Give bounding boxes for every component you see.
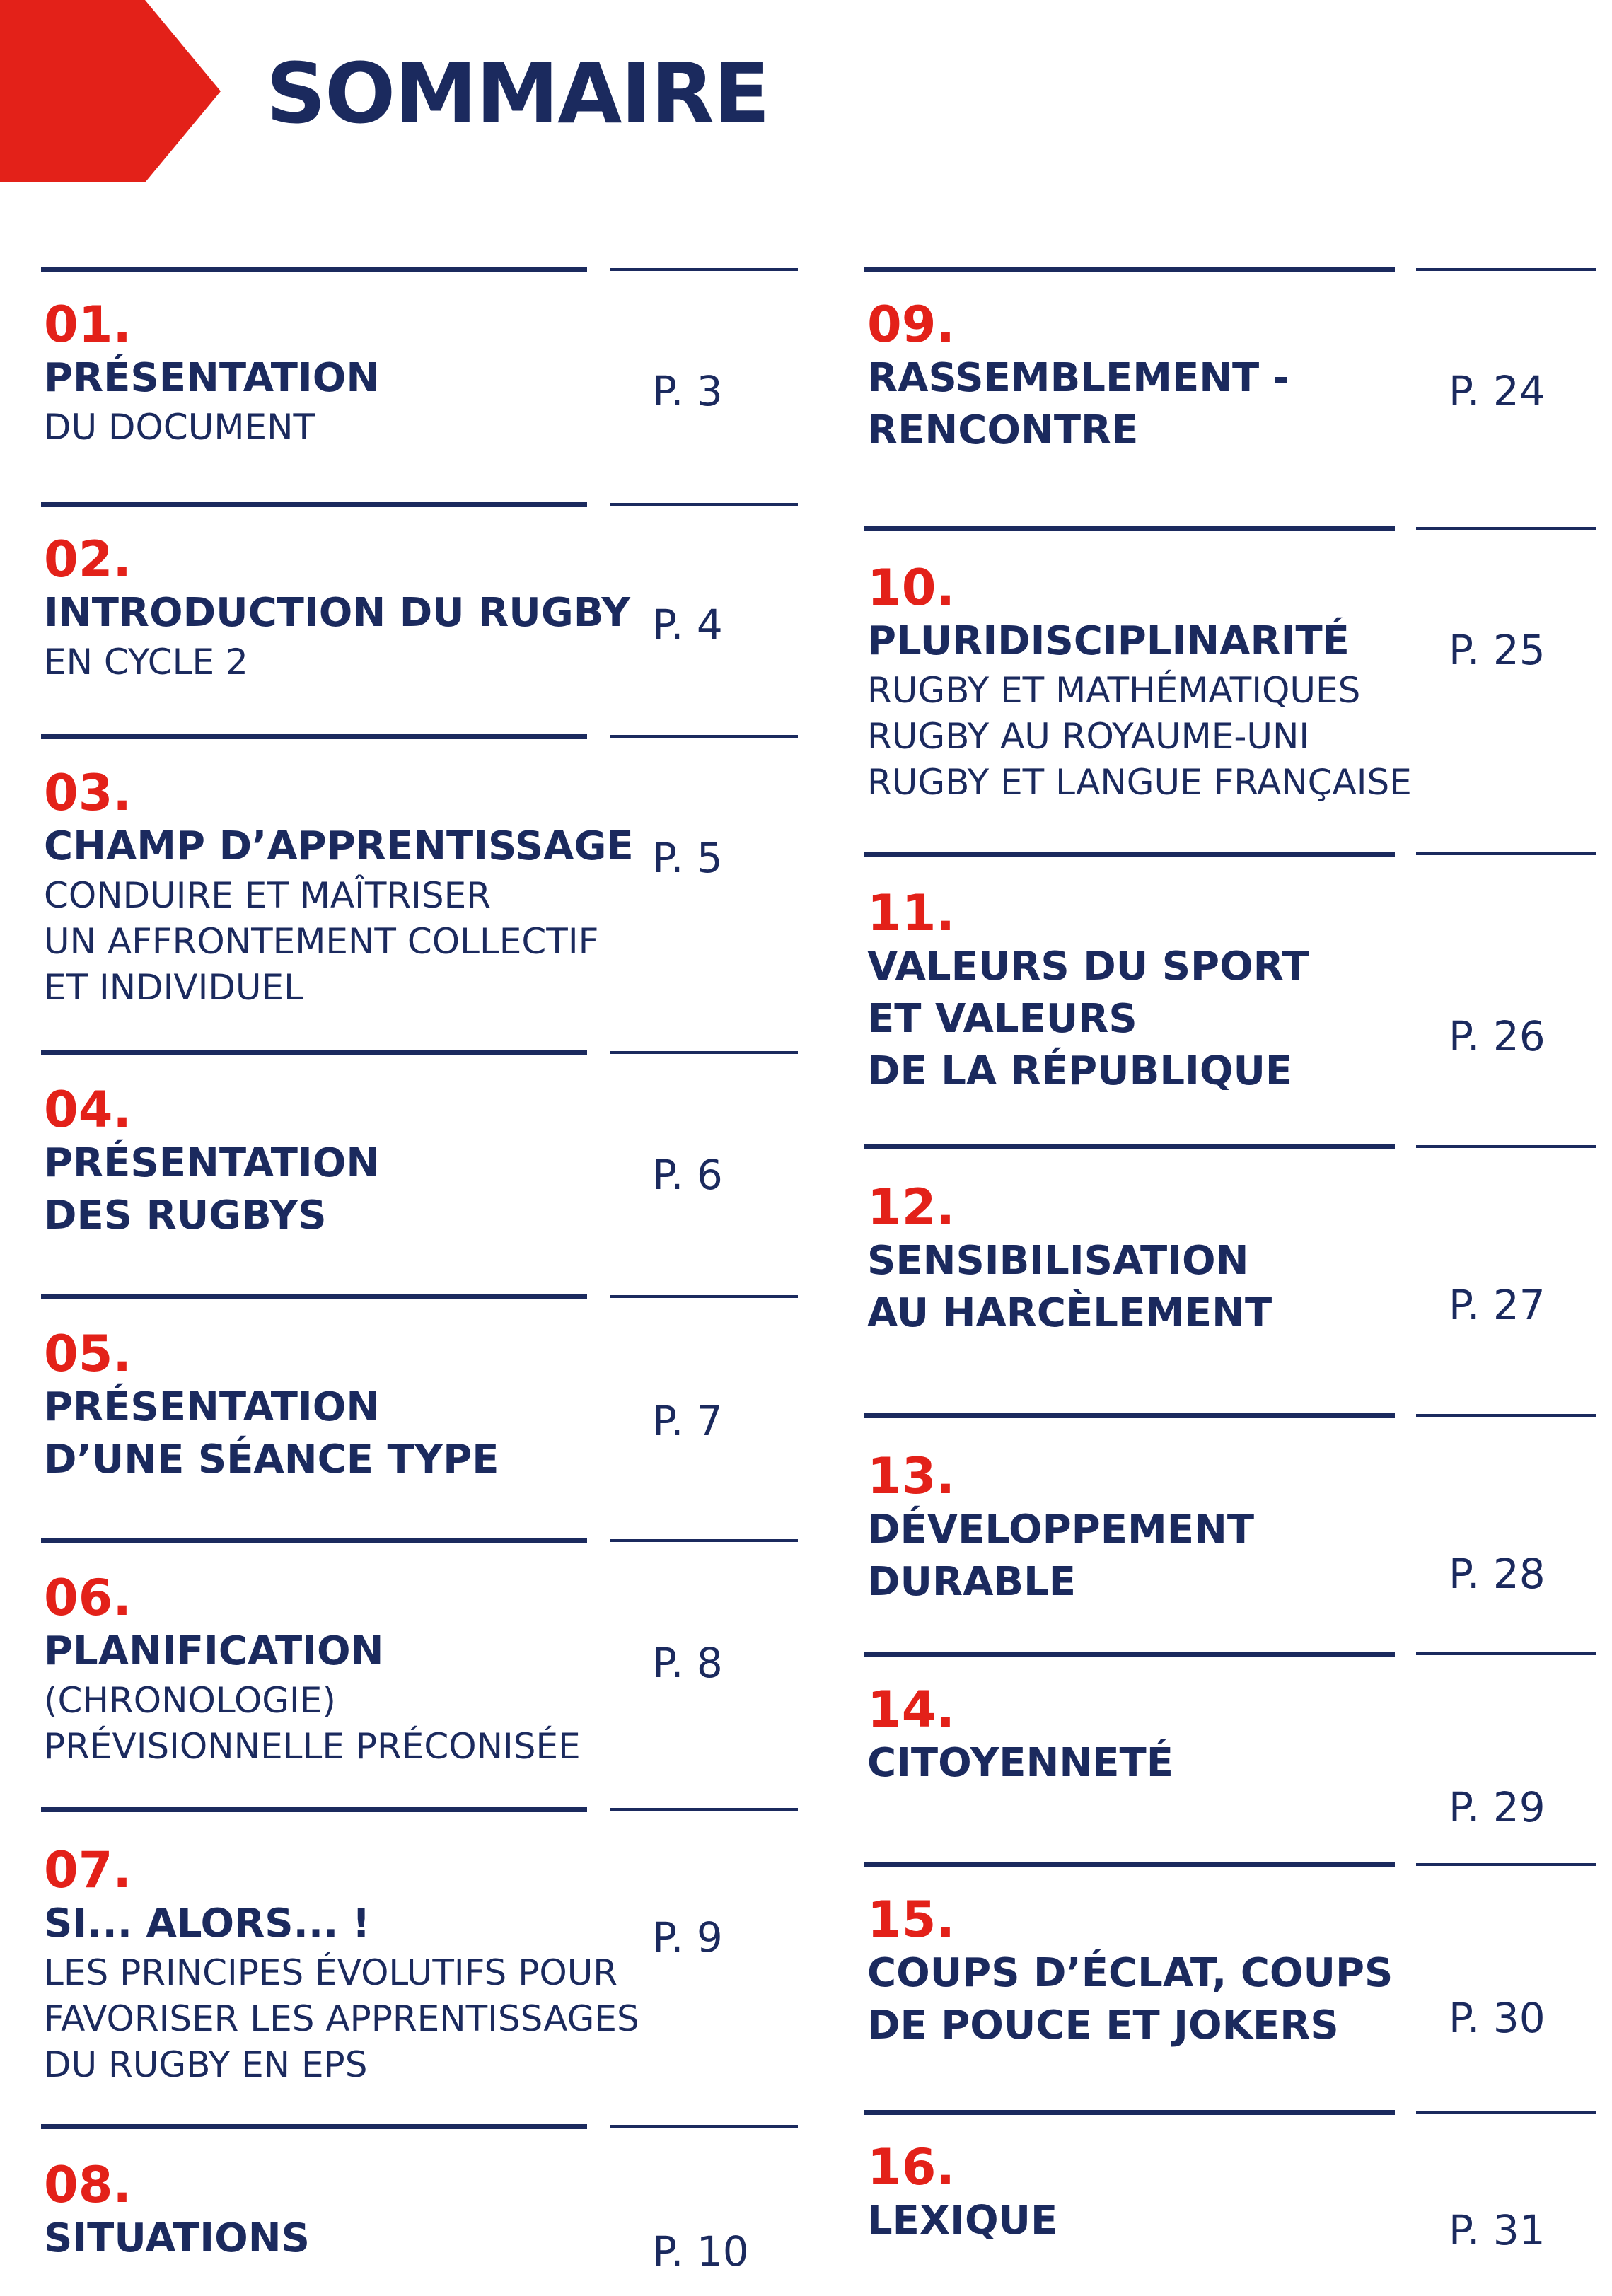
- toc-entry[interactable]: [44, 297, 379, 451]
- section-subtitle: DU DOCUMENT: [44, 407, 315, 448]
- section-heading: SENSIBILISATION: [867, 1238, 1249, 1284]
- divider-long: [41, 734, 587, 739]
- page-reference[interactable]: P. 9: [652, 1913, 723, 1961]
- section-number: 05.: [44, 1325, 132, 1383]
- divider-short: [1416, 1414, 1596, 1417]
- page-reference[interactable]: P. 5: [652, 834, 723, 882]
- divider-long: [864, 1652, 1395, 1657]
- divider-long: [864, 526, 1395, 531]
- divider-long: [864, 1862, 1395, 1867]
- section-number: 16.: [867, 2138, 956, 2196]
- section-number: 07.: [44, 1841, 132, 1899]
- section-heading: DURABLE: [867, 1559, 1077, 1605]
- section-number: 10.: [867, 559, 956, 617]
- toc-entry[interactable]: [44, 1570, 581, 1770]
- toc-entry[interactable]: [867, 886, 1309, 1098]
- section-heading: DES RUGBYS: [44, 1193, 327, 1239]
- section-subtitle: PRÉVISIONNELLE PRÉCONISÉE: [44, 1726, 581, 1767]
- divider-long: [41, 1538, 587, 1543]
- toc-entry[interactable]: [44, 1843, 639, 2088]
- section-heading: INTRODUCTION DU RUGBY: [44, 590, 630, 636]
- page-reference[interactable]: P. 8: [652, 1639, 723, 1687]
- section-subtitle: CONDUIRE ET MAÎTRISER: [44, 875, 491, 916]
- toc-entry[interactable]: [44, 1082, 379, 1242]
- toc-entry[interactable]: [44, 2157, 310, 2265]
- section-number: 04.: [44, 1081, 132, 1139]
- section-number: 06.: [44, 1569, 132, 1627]
- section-number: 11.: [867, 884, 956, 942]
- divider-long: [41, 1294, 587, 1299]
- page-reference[interactable]: P. 25: [1449, 626, 1546, 674]
- divider-short: [1416, 2111, 1596, 2114]
- divider-long: [41, 1050, 587, 1055]
- divider-long: [41, 267, 587, 272]
- section-heading: ET VALEURS: [867, 996, 1137, 1042]
- section-heading: COUPS D’ÉCLAT, COUPS: [867, 1950, 1393, 1996]
- page-reference[interactable]: P. 29: [1449, 1783, 1546, 1831]
- section-heading: PLANIFICATION: [44, 1628, 384, 1674]
- section-number: 15.: [867, 1891, 956, 1949]
- section-subtitle: RUGBY ET MATHÉMATIQUES: [867, 670, 1361, 711]
- divider-short: [610, 503, 798, 506]
- toc-entry[interactable]: [867, 1682, 1173, 1790]
- divider-long: [864, 2110, 1395, 2115]
- section-heading: PRÉSENTATION: [44, 1384, 380, 1430]
- divider-short: [610, 268, 798, 271]
- section-heading: RENCONTRE: [867, 407, 1139, 453]
- section-heading: PRÉSENTATION: [44, 1140, 380, 1186]
- divider-short: [610, 1295, 798, 1298]
- divider-short: [1416, 527, 1596, 530]
- divider-long: [864, 852, 1395, 857]
- toc-entry[interactable]: [867, 1892, 1393, 2052]
- section-number: 14.: [867, 1681, 956, 1739]
- page-reference[interactable]: P. 3: [652, 367, 723, 415]
- section-number: 13.: [867, 1447, 956, 1505]
- toc-entry[interactable]: [867, 560, 1412, 806]
- section-subtitle: RUGBY AU ROYAUME-UNI: [867, 716, 1310, 757]
- toc-entry[interactable]: [867, 1180, 1272, 1340]
- section-subtitle: DU RUGBY EN EPS: [44, 2044, 368, 2085]
- divider-short: [1416, 1145, 1596, 1148]
- section-heading: DÉVELOPPEMENT: [867, 1507, 1255, 1553]
- section-heading: AU HARCÈLEMENT: [867, 1290, 1272, 1336]
- section-heading: SI... ALORS... !: [44, 1901, 371, 1947]
- divider-long: [41, 2124, 587, 2129]
- page-reference[interactable]: P. 4: [652, 601, 723, 649]
- red-arrow-shape: [0, 0, 221, 182]
- divider-short: [610, 1539, 798, 1542]
- section-heading: PLURIDISCIPLINARITÉ: [867, 618, 1350, 664]
- toc-entry[interactable]: [867, 2140, 1057, 2247]
- divider-short: [610, 1808, 798, 1811]
- section-subtitle: RUGBY ET LANGUE FRANÇAISE: [867, 762, 1412, 803]
- section-heading: CITOYENNETÉ: [867, 1740, 1173, 1786]
- page-reference[interactable]: P. 26: [1449, 1012, 1546, 1060]
- toc-entry[interactable]: [44, 765, 634, 1011]
- page-title: SOMMAIRE: [266, 45, 769, 142]
- toc-entry[interactable]: [867, 297, 1289, 457]
- section-subtitle: FAVORISER LES APPRENTISSAGES: [44, 1998, 639, 2039]
- divider-short: [1416, 1863, 1596, 1866]
- page-reference[interactable]: P. 30: [1449, 1994, 1546, 2042]
- divider-long: [864, 1144, 1395, 1149]
- section-number: 12.: [867, 1178, 956, 1236]
- section-subtitle: ET INDIVIDUEL: [44, 967, 303, 1008]
- section-heading: VALEURS DU SPORT: [867, 944, 1309, 990]
- divider-short: [1416, 1652, 1596, 1655]
- divider-long: [864, 267, 1395, 272]
- page-reference[interactable]: P. 28: [1449, 1550, 1546, 1598]
- divider-long: [864, 1413, 1395, 1418]
- section-heading: PRÉSENTATION: [44, 355, 380, 401]
- section-heading: SITUATIONS: [44, 2215, 310, 2261]
- section-number: 03.: [44, 764, 132, 822]
- toc-entry[interactable]: [867, 1449, 1254, 1608]
- divider-short: [1416, 268, 1596, 271]
- page-reference[interactable]: P. 31: [1449, 2206, 1546, 2254]
- page-reference[interactable]: P. 7: [652, 1397, 723, 1445]
- section-heading: CHAMP D’APPRENTISSAGE: [44, 823, 634, 869]
- toc-entry[interactable]: [44, 1326, 499, 1486]
- divider-long: [41, 1807, 587, 1812]
- section-number: 08.: [44, 2156, 132, 2214]
- section-heading: RASSEMBLEMENT -: [867, 355, 1289, 401]
- section-heading: D’UNE SÉANCE TYPE: [44, 1437, 499, 1483]
- page-reference[interactable]: P. 10: [652, 2227, 749, 2275]
- divider-long: [41, 502, 587, 507]
- section-subtitle: (CHRONOLOGIE): [44, 1680, 336, 1721]
- section-number: 01.: [44, 296, 132, 354]
- divider-short: [1416, 852, 1596, 855]
- page-reference[interactable]: P. 24: [1449, 367, 1546, 415]
- section-subtitle: LES PRINCIPES ÉVOLUTIFS POUR: [44, 1952, 618, 1993]
- divider-short: [610, 735, 798, 738]
- section-subtitle: EN CYCLE 2: [44, 642, 248, 683]
- section-heading: DE POUCE ET JOKERS: [867, 2002, 1339, 2048]
- section-number: 09.: [867, 296, 956, 354]
- toc-entry[interactable]: [44, 532, 630, 685]
- divider-short: [610, 2125, 798, 2128]
- page-reference[interactable]: P. 27: [1449, 1281, 1546, 1329]
- section-heading: LEXIQUE: [867, 2198, 1058, 2244]
- divider-short: [610, 1051, 798, 1054]
- page-reference[interactable]: P. 6: [652, 1151, 723, 1199]
- section-heading: DE LA RÉPUBLIQUE: [867, 1048, 1293, 1094]
- section-subtitle: UN AFFRONTEMENT COLLECTIF: [44, 921, 599, 962]
- section-number: 02.: [44, 530, 132, 589]
